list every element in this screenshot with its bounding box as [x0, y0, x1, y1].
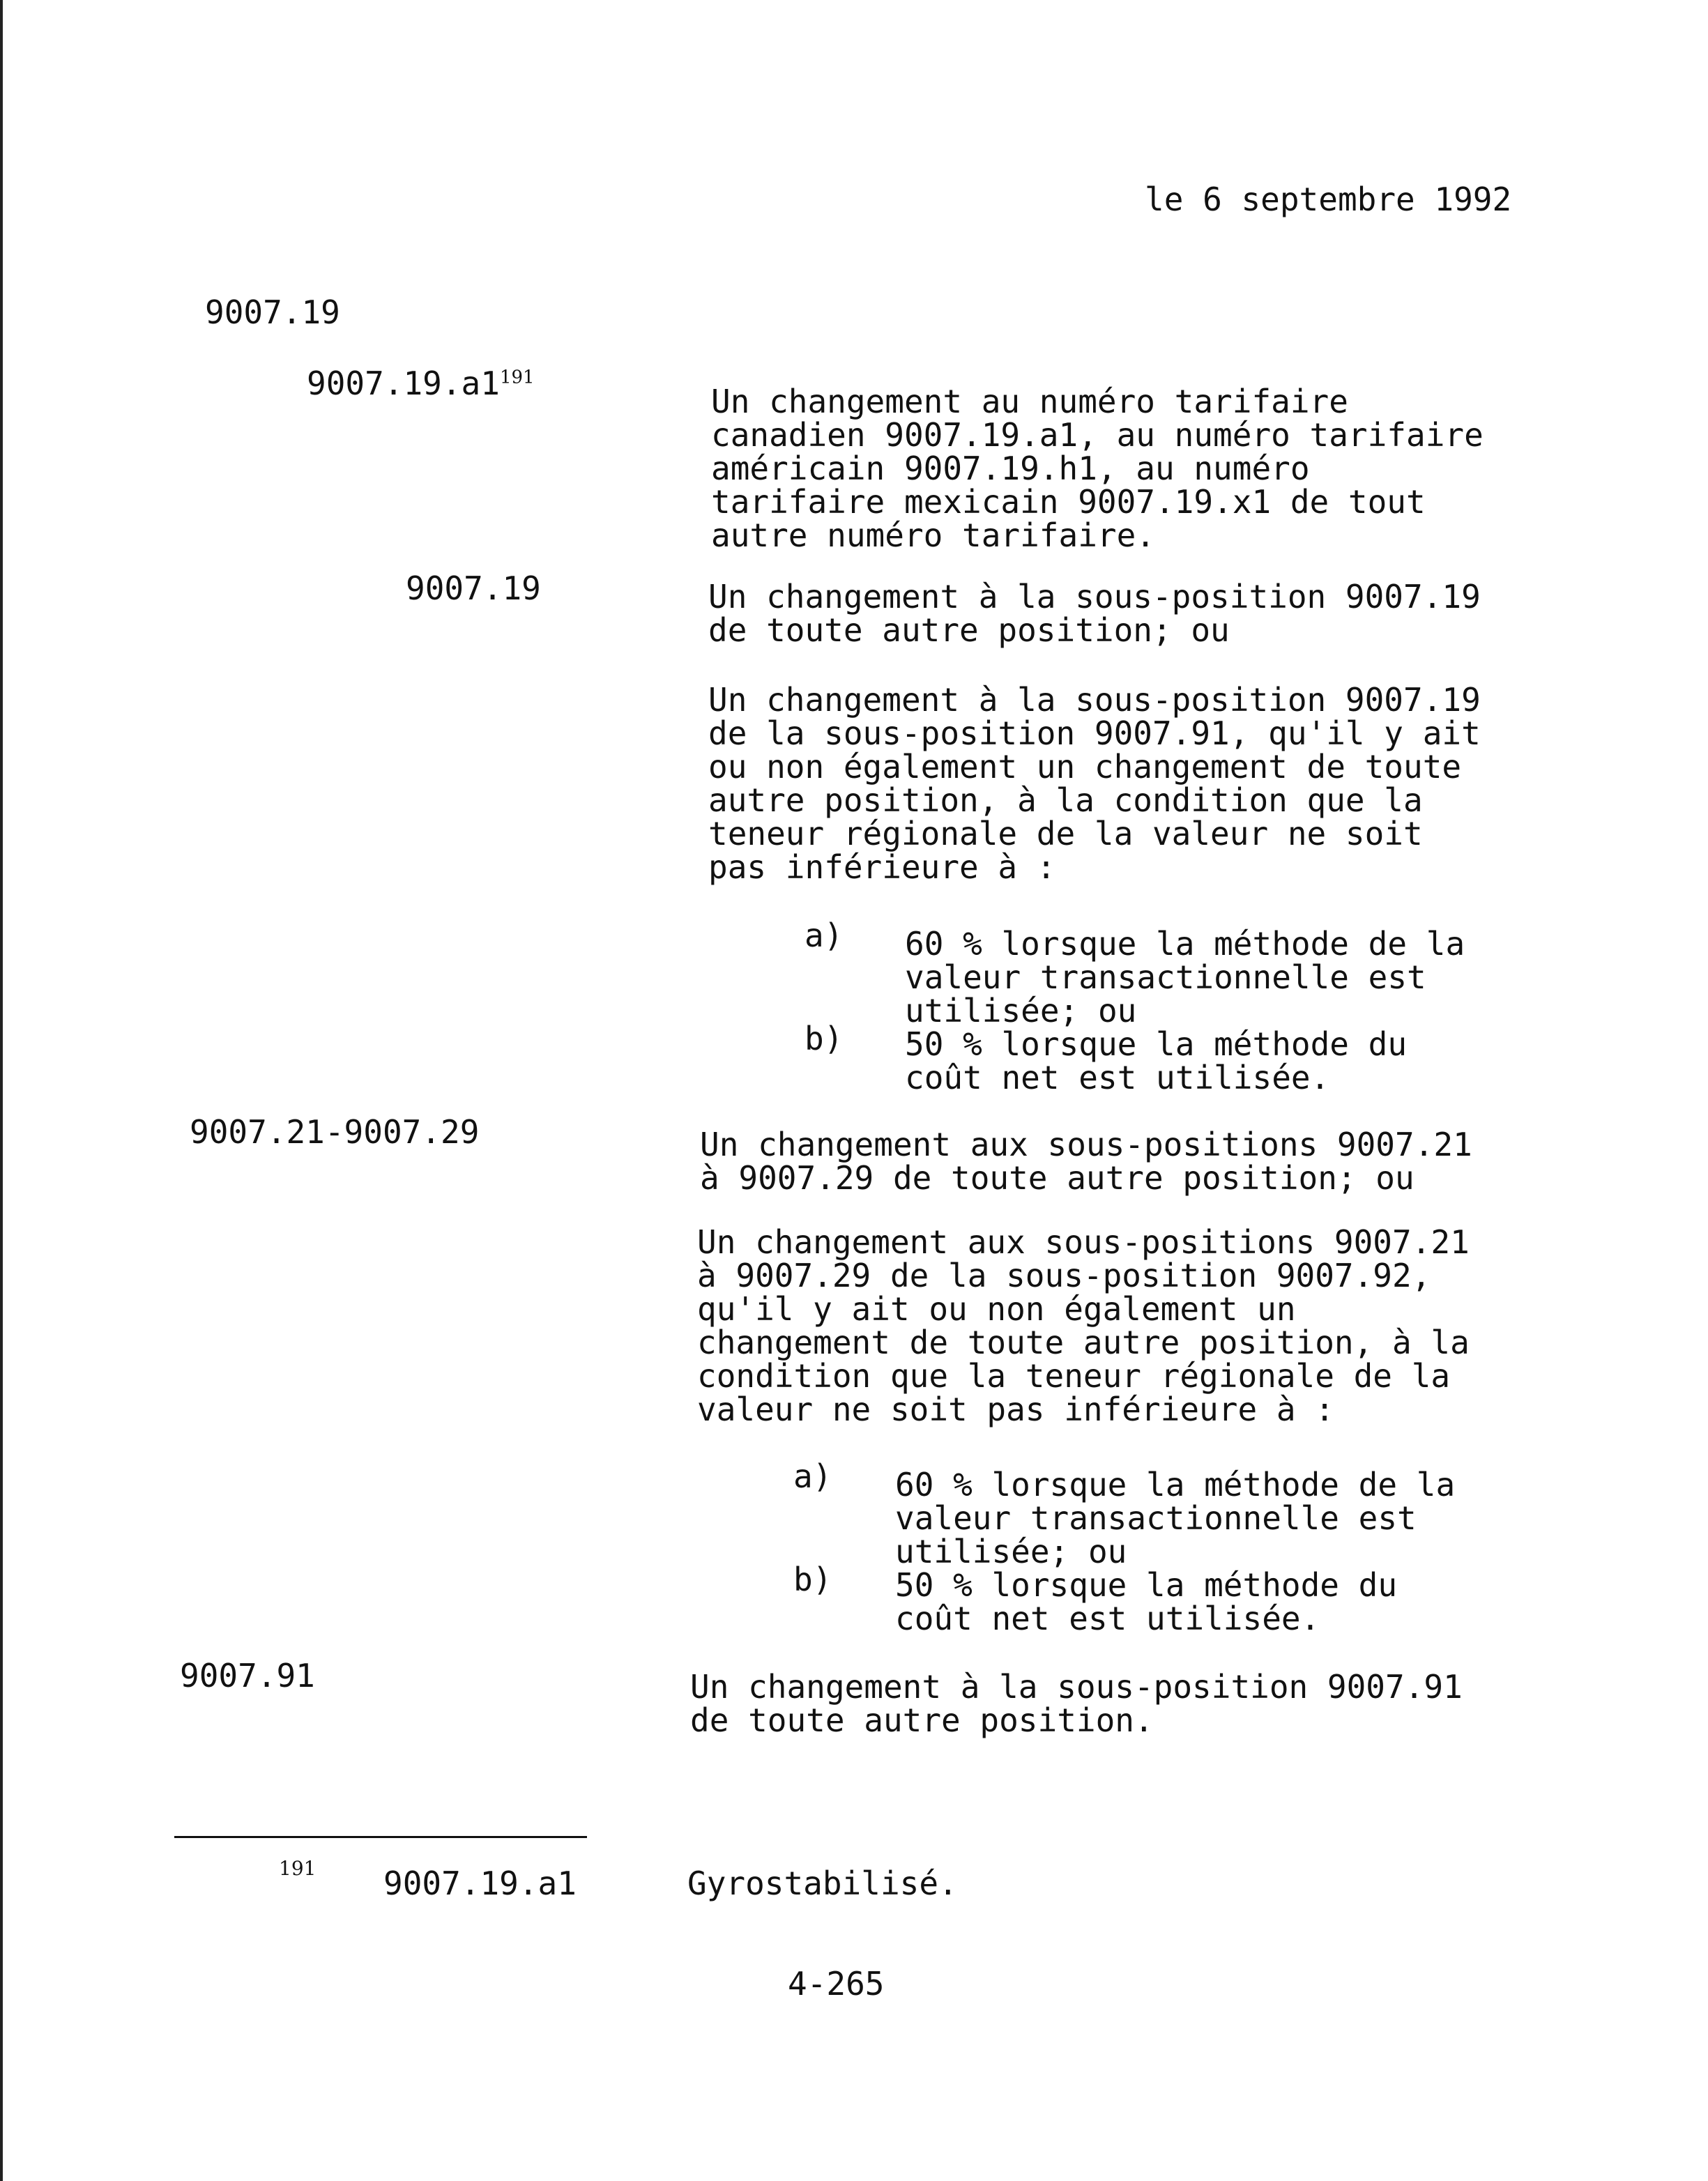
- rule-text-9007-19-a1: Un changement au numéro tarifaire canadien 9007.19.a1, au numéro tarifaire américain 9007.19.h1, au numéro tarifaire mexicain 9007.19.x1 de tout autre numéro tarifaire.: [711, 383, 1484, 554]
- list-label-a: a): [805, 917, 844, 954]
- footnote-number: 191: [279, 1857, 317, 1880]
- rule-text-9007-21-para2: Un changement aux sous-positions 9007.21 à 9007.29 de la sous-position 9007.92, qu'il y ait ou non également un changement de toute autre position, à la condition que la teneur régionale de la valeur ne soit pas inférieure à :: [697, 1223, 1470, 1428]
- tariff-code-9007-19-a1: $9007.19.a1^{191}$: [307, 365, 535, 402]
- tariff-code-9007-19: 9007.19: [406, 569, 541, 607]
- list-item-b: 50 % lorsque la méthode du coût net est utilisée.: [905, 1025, 1408, 1096]
- rule-text-9007-19-para2: Un changement à la sous-position 9007.19 de la sous-position 9007.91, qu'il y ait ou non également un changement de toute autre position, à la condition que la teneur régionale de la valeur ne soit pas inférieure à :: [708, 681, 1481, 886]
- list-label-b: b): [793, 1561, 832, 1598]
- footnote-reference: 191: [499, 367, 535, 388]
- page-left-edge: [0, 0, 3, 2181]
- list-label-a: a): [793, 1457, 832, 1495]
- rule-text-9007-19-para1: Un changement à la sous-position 9007.19 de toute autre position; ou: [708, 578, 1481, 649]
- list-label-b: b): [805, 1020, 844, 1057]
- list-item-a: 60 % lorsque la méthode de la valeur transactionnelle est utilisée; ou: [905, 925, 1465, 1030]
- tariff-code-9007-21-9007-29: 9007.21-9007.29: [190, 1113, 480, 1151]
- footnote-text: Gyrostabilisé.: [687, 1865, 958, 1902]
- page-number: 4-265: [788, 1965, 885, 2003]
- rule-text-9007-21-para1: Un changement aux sous-positions 9007.21 à 9007.29 de toute autre position; ou: [700, 1126, 1472, 1197]
- list-item-a: 60 % lorsque la méthode de la valeur transactionnelle est utilisée; ou: [895, 1466, 1456, 1570]
- footnote-code: 9007.19.a1: [383, 1865, 577, 1902]
- rule-text-9007-91: Un changement à la sous-position 9007.91 de toute autre position.: [690, 1668, 1463, 1739]
- footnote-divider: [174, 1836, 587, 1838]
- tariff-code-9007-91: 9007.91: [180, 1657, 315, 1694]
- section-heading: 9007.19: [205, 293, 340, 331]
- document-date: le 6 septembre 1992: [1145, 181, 1512, 218]
- list-item-b: 50 % lorsque la méthode du coût net est utilisée.: [895, 1566, 1398, 1637]
